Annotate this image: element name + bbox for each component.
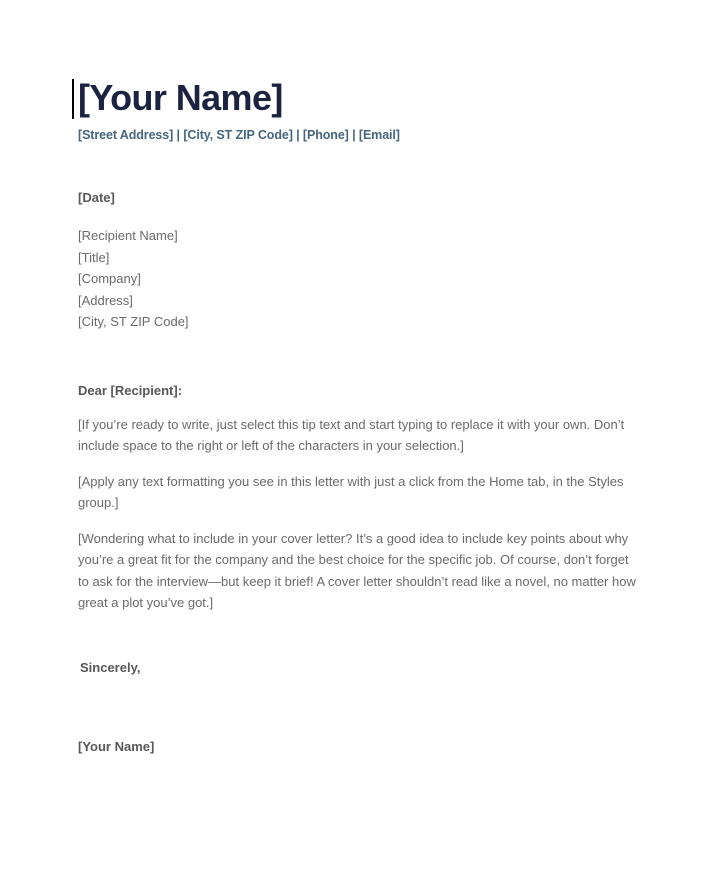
recipient-address-line[interactable]: [Address] [78,292,133,308]
signature-name-line[interactable]: [Your Name] [78,738,155,754]
recipient-name-line[interactable]: [Recipient Name] [78,228,178,243]
body-paragraph-1[interactable]: [If you’re ready to write, just select this tip text and start typing to replace it with your own. Don’t include space to the right or left of the characters in your selection.] [78,416,625,453]
recipient-title-line[interactable]: [Title] [78,249,110,265]
recipient-company-line[interactable]: [Company] [78,271,141,286]
page-title[interactable]: [Your Name] [78,77,283,118]
body-paragraph-3[interactable]: [Wondering what to include in your cover letter? It’s a good idea to include key points about why you’re a great fit for the company and the best choice for the specific job. Of course, don’t forget to ask for the interview—but keep it brief! A cover letter shouldn’t read like a novel, no matter how great a plot you’ve got.] [78,530,636,610]
date-field[interactable]: [Date] [78,190,115,205]
letter-content [78,0,638,756]
name-heading-block [78,76,638,120]
contact-info-line[interactable]: [Street Address] | [City, ST ZIP Code] | [Phone] | [Email] [78,128,400,142]
body-paragraph-2[interactable]: [Apply any text formatting you see in this letter with just a click from the Home tab, in the Styles group.] [78,473,624,510]
salutation-line[interactable]: Dear [Recipient]: [78,382,183,398]
text-caret [72,79,74,119]
closing-line[interactable]: Sincerely, [80,659,141,675]
recipient-address-block[interactable] [78,225,638,333]
recipient-city-line[interactable]: [City, ST ZIP Code] [78,314,189,329]
